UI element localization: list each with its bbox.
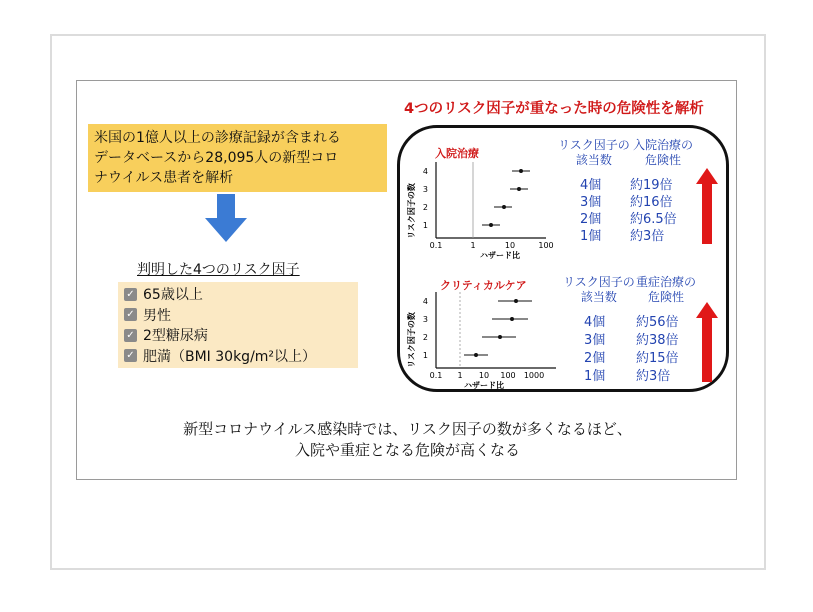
x-tick: 10 <box>478 371 490 380</box>
x-tick: 1000 <box>523 371 545 380</box>
checkbox-icon: ✓ <box>124 329 137 342</box>
risk-cell: 約15倍 <box>636 351 679 366</box>
count-cell: 2個 <box>584 351 606 366</box>
x-tick: 100 <box>500 371 516 380</box>
x-axis-label-hospitalization <box>460 248 540 262</box>
risk-cell: 約3倍 <box>630 229 665 244</box>
intro-line: 米国の1億人以上の診療記録が含まれる <box>94 130 341 146</box>
y-axis-label: リスク因子の数 <box>407 183 416 239</box>
count-cell: 2個 <box>580 212 602 227</box>
y-axis-label: リスク因子の数 <box>407 312 416 368</box>
x-tick: 10 <box>504 241 516 250</box>
factor-item <box>124 284 352 305</box>
risk-cell: 約38倍 <box>636 333 679 348</box>
count-cell: 4個 <box>580 178 602 193</box>
factor-item <box>124 325 352 346</box>
count-cell: 1個 <box>584 369 606 384</box>
x-axis-label-critical-care <box>444 378 524 392</box>
intro-box <box>88 124 387 192</box>
factors-list <box>118 282 358 368</box>
y-tick: 4 <box>422 297 428 306</box>
x-tick: 1 <box>457 371 463 380</box>
factor-label: 肥満（BMI 30kg/m²以上） <box>143 348 317 365</box>
forest-plot-hospitalization <box>408 156 558 256</box>
risk-cell: 約56倍 <box>636 315 679 330</box>
infographic-slide <box>76 80 737 480</box>
checkbox-icon: ✓ <box>124 308 137 321</box>
count-cell: 1個 <box>580 229 602 244</box>
intro-line: データベースから28,095人の新型コロ <box>94 150 339 166</box>
count-cell: 4個 <box>584 315 606 330</box>
conclusion-line: 入院や重症となる危険が高くなる <box>294 441 520 459</box>
factor-item <box>124 305 352 326</box>
conclusion-text <box>77 419 738 461</box>
arrow-up-icon <box>696 302 718 382</box>
col-head-risk: 入院治療の 危険性 <box>633 138 694 167</box>
col-head-count: リスク因子の 該当数 <box>558 138 630 167</box>
conclusion-line: 新型コロナウイルス感染時では、リスク因子の数が多くなるほど、 <box>183 420 632 438</box>
y-tick: 4 <box>422 167 428 176</box>
checkbox-icon: ✓ <box>124 288 137 301</box>
y-tick: 2 <box>422 203 428 212</box>
factor-label: 男性 <box>143 307 171 324</box>
risk-cell: 約3倍 <box>636 369 671 384</box>
panel-title-critical-care: クリティカルケア <box>440 279 527 292</box>
x-tick: 100 <box>538 241 554 250</box>
y-tick: 3 <box>422 315 428 324</box>
main-title: 4つのリスク因子が重なった時の危険性を解析 <box>404 101 704 117</box>
y-tick: 1 <box>422 221 428 230</box>
y-tick: 3 <box>422 185 428 194</box>
risk-cell: 約19倍 <box>630 178 673 193</box>
arrow-up-icon <box>696 168 718 244</box>
y-tick: 1 <box>422 351 428 360</box>
forest-plot-critical-care <box>408 288 568 388</box>
panel-title-hospitalization: 入院治療 <box>435 147 479 160</box>
factor-label: 65歳以上 <box>143 287 203 304</box>
factors-heading: 判明した4つのリスク因子 <box>137 262 300 278</box>
factor-item <box>124 346 352 367</box>
risk-cell: 約6.5倍 <box>630 212 677 227</box>
factor-label: 2型糖尿病 <box>143 328 208 345</box>
svg-text:ハザード比: ハザード比 <box>464 381 504 390</box>
risk-analysis-panel <box>397 125 729 392</box>
checkbox-icon: ✓ <box>124 349 137 362</box>
x-tick: 0.1 <box>429 241 443 250</box>
col-head-count: リスク因子の 該当数 <box>563 275 635 304</box>
col-head-risk: 重症治療の 危険性 <box>636 275 697 304</box>
count-cell: 3個 <box>584 333 606 348</box>
x-tick: 1 <box>470 241 476 250</box>
svg-text:ハザード比: ハザード比 <box>480 251 520 260</box>
x-tick: 0.1 <box>429 371 443 380</box>
arrow-down-icon <box>205 194 247 244</box>
risk-cell: 約16倍 <box>630 195 673 210</box>
intro-line: ナウイルス患者を解析 <box>94 170 234 186</box>
y-tick: 2 <box>422 333 428 342</box>
count-cell: 3個 <box>580 195 602 210</box>
